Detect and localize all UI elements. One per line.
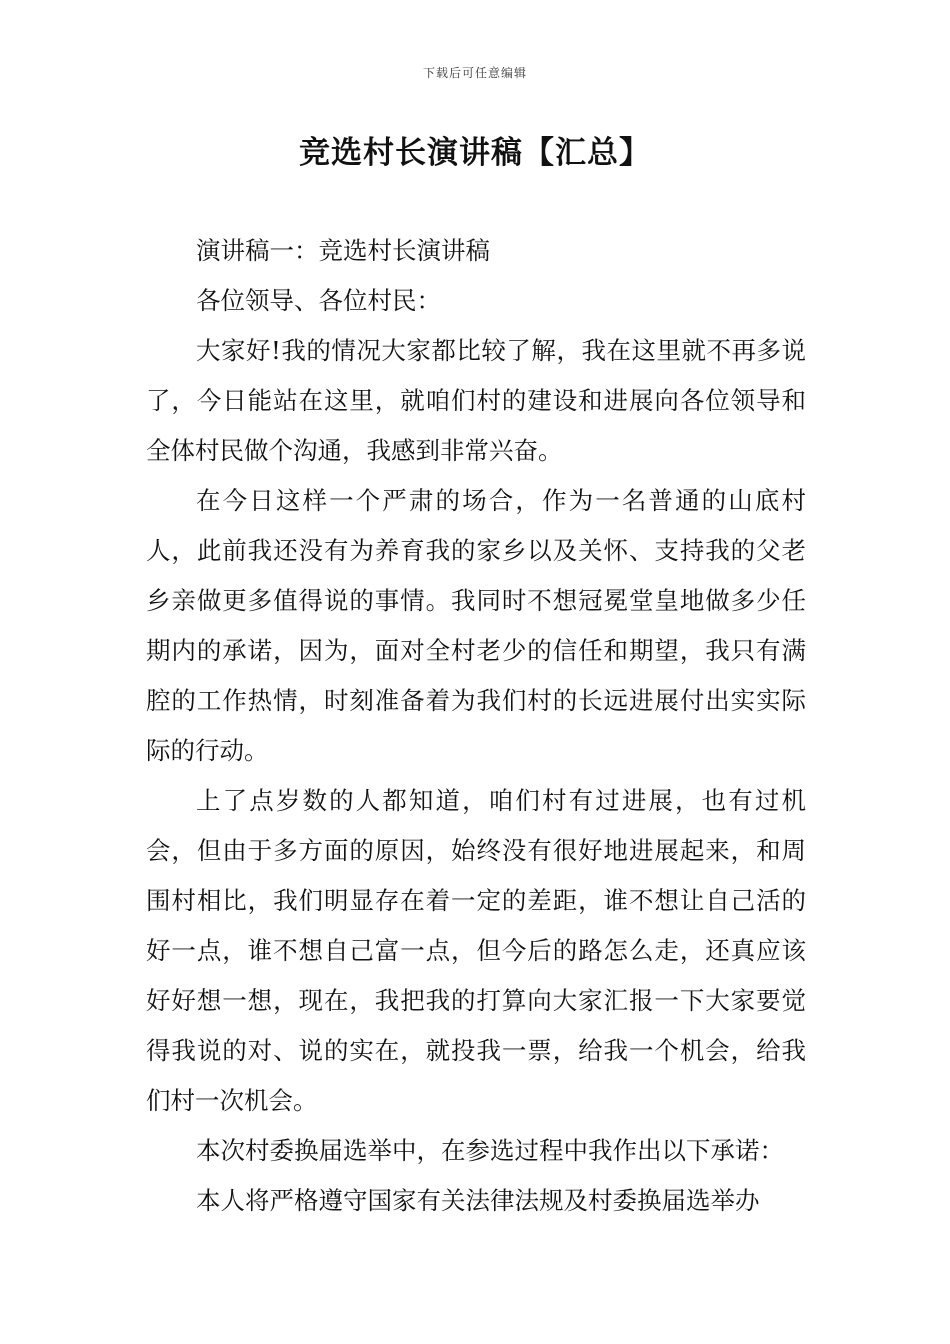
paragraph-commitment-start: 本人将严格遵守国家有关法律法规及村委换届选举办	[196, 1186, 760, 1215]
document-body	[146, 226, 806, 1226]
paragraph-speech-heading: 演讲稿一：竞选村长演讲稿	[196, 236, 490, 265]
document-title: 竞选村长演讲稿【汇总】	[299, 135, 651, 171]
paragraph-commitment-intro: 本次村委换届选举中，在参选过程中我作出以下承诺：	[196, 1136, 784, 1165]
paragraph-salutation: 各位领导、各位村民：	[196, 286, 441, 315]
paragraph-introduction: 在今日这样一个严肃的场合，作为一名普通的山底村人，此前我还没有为养育我的家乡以及关怀、支持我的父老乡亲做更多值得说的事情。我同时不想冠冕堂皇地做多少任期内的承诺，因为，面对全村老少的信任和期望，我只有满腔的工作热情，时刻准备着为我们村的长远进展付出实实际际的行动。	[146, 486, 806, 765]
paragraph-village-situation: 上了点岁数的人都知道，咱们村有过进展，也有过机会，但由于多方面的原因，始终没有很好地进展起来，和周围村相比，我们明显存在着一定的差距，谁不想让自己活的好一点，谁不想自己富一点，但今后的路怎么走，还真应该好好想一想，现在，我把我的打算向大家汇报一下大家要觉得我说的对、说的实在，就投我一票，给我一个机会，给我们村一次机会。	[146, 786, 806, 1115]
header-note: 下载后可任意编辑	[422, 66, 527, 80]
paragraph-greeting: 大家好!我的情况大家都比较了解，我在这里就不再多说了，今日能站在这里，就咱们村的建设和进展向各位领导和全体村民做个沟通，我感到非常兴奋。	[146, 336, 806, 465]
